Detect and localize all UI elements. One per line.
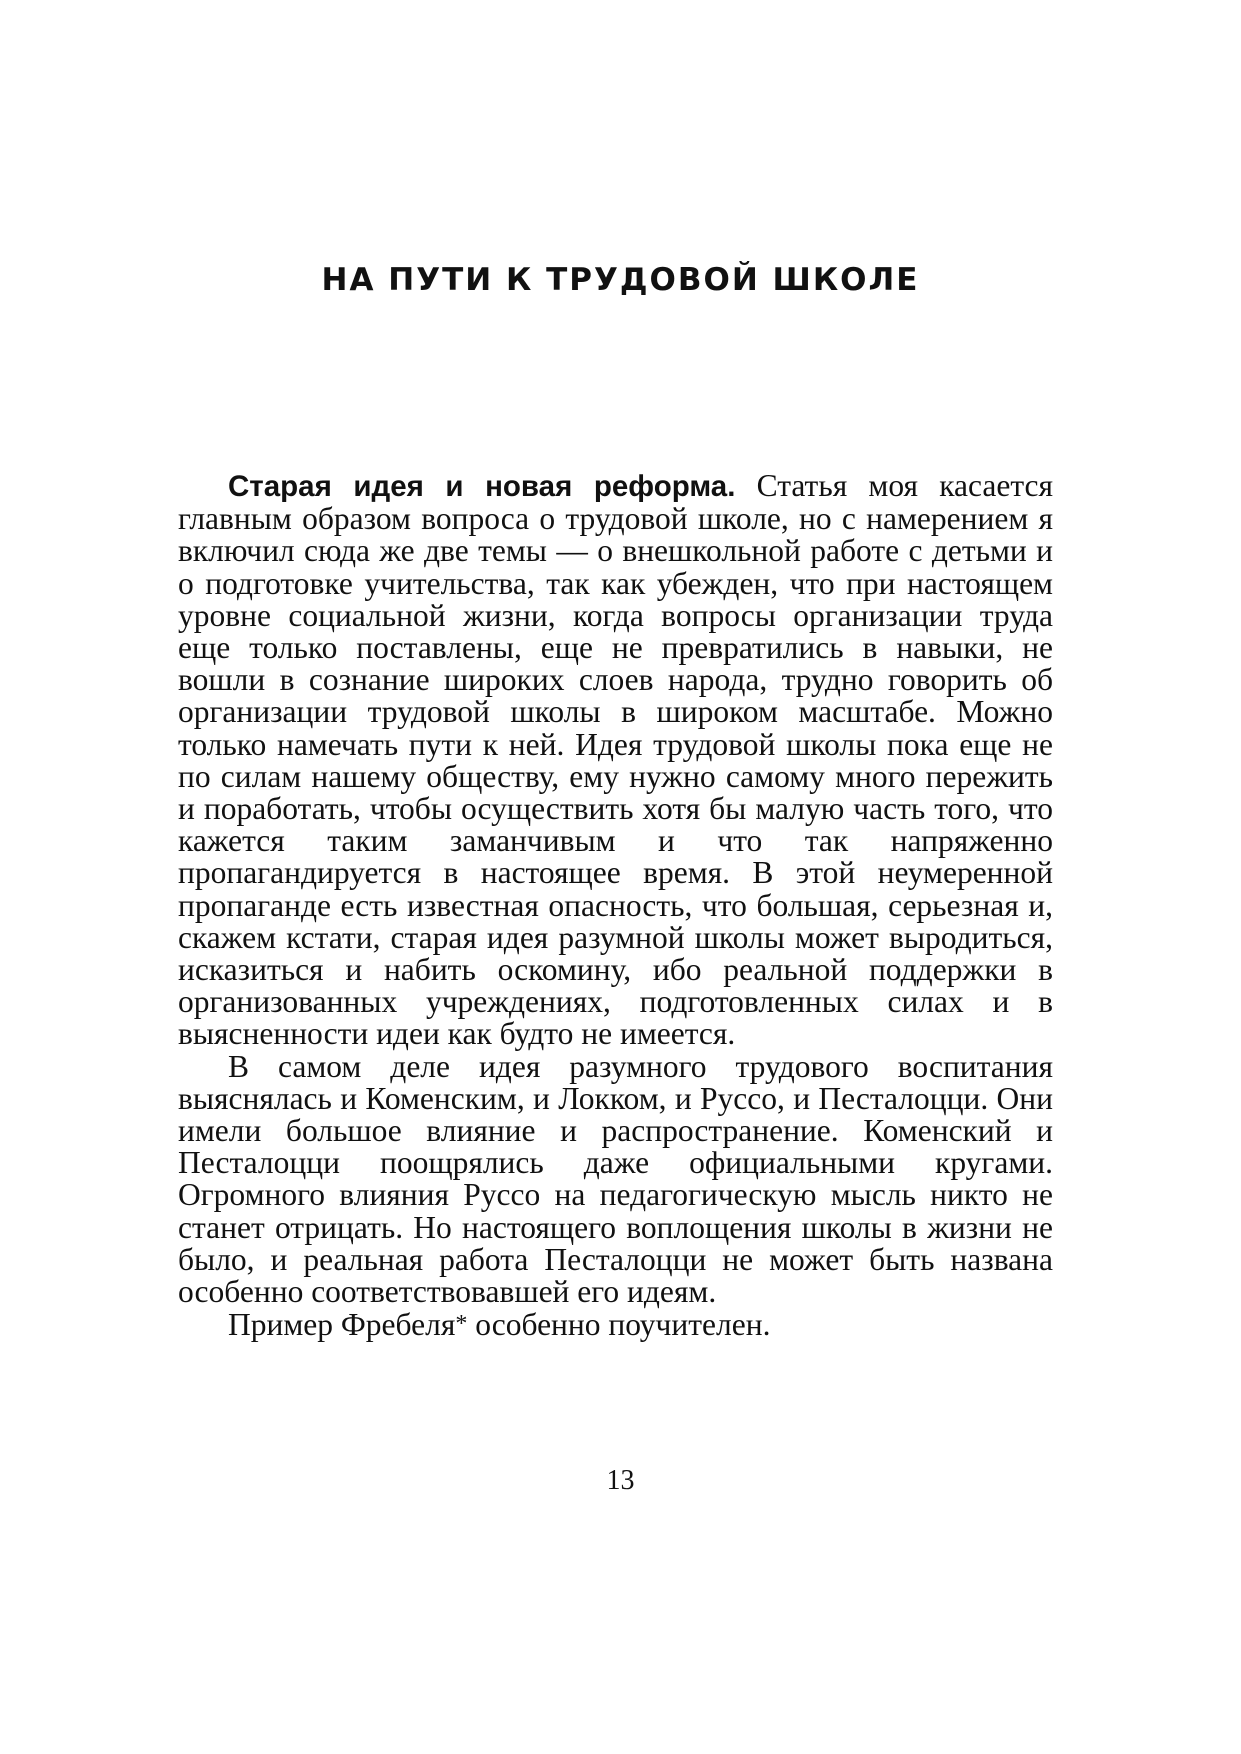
footnote-mark: * xyxy=(455,1311,468,1338)
paragraph-text: Пример Фребеля xyxy=(228,1307,456,1343)
paragraph xyxy=(178,470,1053,1051)
body-text xyxy=(178,470,1053,1341)
run-in-heading: Старая идея и новая реформа. xyxy=(228,470,736,503)
paragraph xyxy=(178,1308,1053,1341)
page-number: 13 xyxy=(606,1465,635,1496)
chapter-title: НА ПУТИ К ТРУДОВОЙ ШКОЛЕ xyxy=(321,262,920,298)
paragraph-text: Статья моя касается главным образом вопроса о трудовой школе, но с намерением я включил сюда же две темы — о внешкольной работе с детьми и о подготовке учительства, так как убежден, что при настоящем уровне социальной жизни, когда вопросы организации труда еще только поставлены, еще не превратились в навыки, не вошли в сознание широких слоев народа, трудно говорить об организации трудовой школы в широком масштабе. Можно только намечать пути к ней. Идея трудовой школы пока еще не по силам нашему обществу, ему нужно самому много пережить и поработать, чтобы осуществить хотя бы малую часть того, что кажется таким заманчивым и что так напряженно пропагандируется в настоящее время. В этой неумеренной пропаганде есть известная опасность, что большая, серьезная и, скажем кстати, старая идея разумной школы может выродиться, исказиться и набить оскомину, ибо реальной поддержки в организованных учреждениях, подготовленных силах и в выясненности идеи как будто не имеется. xyxy=(178,468,1053,1052)
paragraph: В самом деле идея разумного трудового воспитания выяснялась и Коменским, и Локком, и Руссо, и Песталоцци. Они имели большое влияние и распространение. Коменский и Песталоцци поощрялись даже официальными кругами. Огромного влияния Руссо на педагогическую мысль никто не станет отрицать. Но настоящего воплощения школы в жизни не было, и реальная работа Песталоцци не может быть названа особенно соответствовавшей его идеям. xyxy=(178,1048,1053,1310)
paragraph-text: особенно поучителен. xyxy=(467,1307,771,1343)
